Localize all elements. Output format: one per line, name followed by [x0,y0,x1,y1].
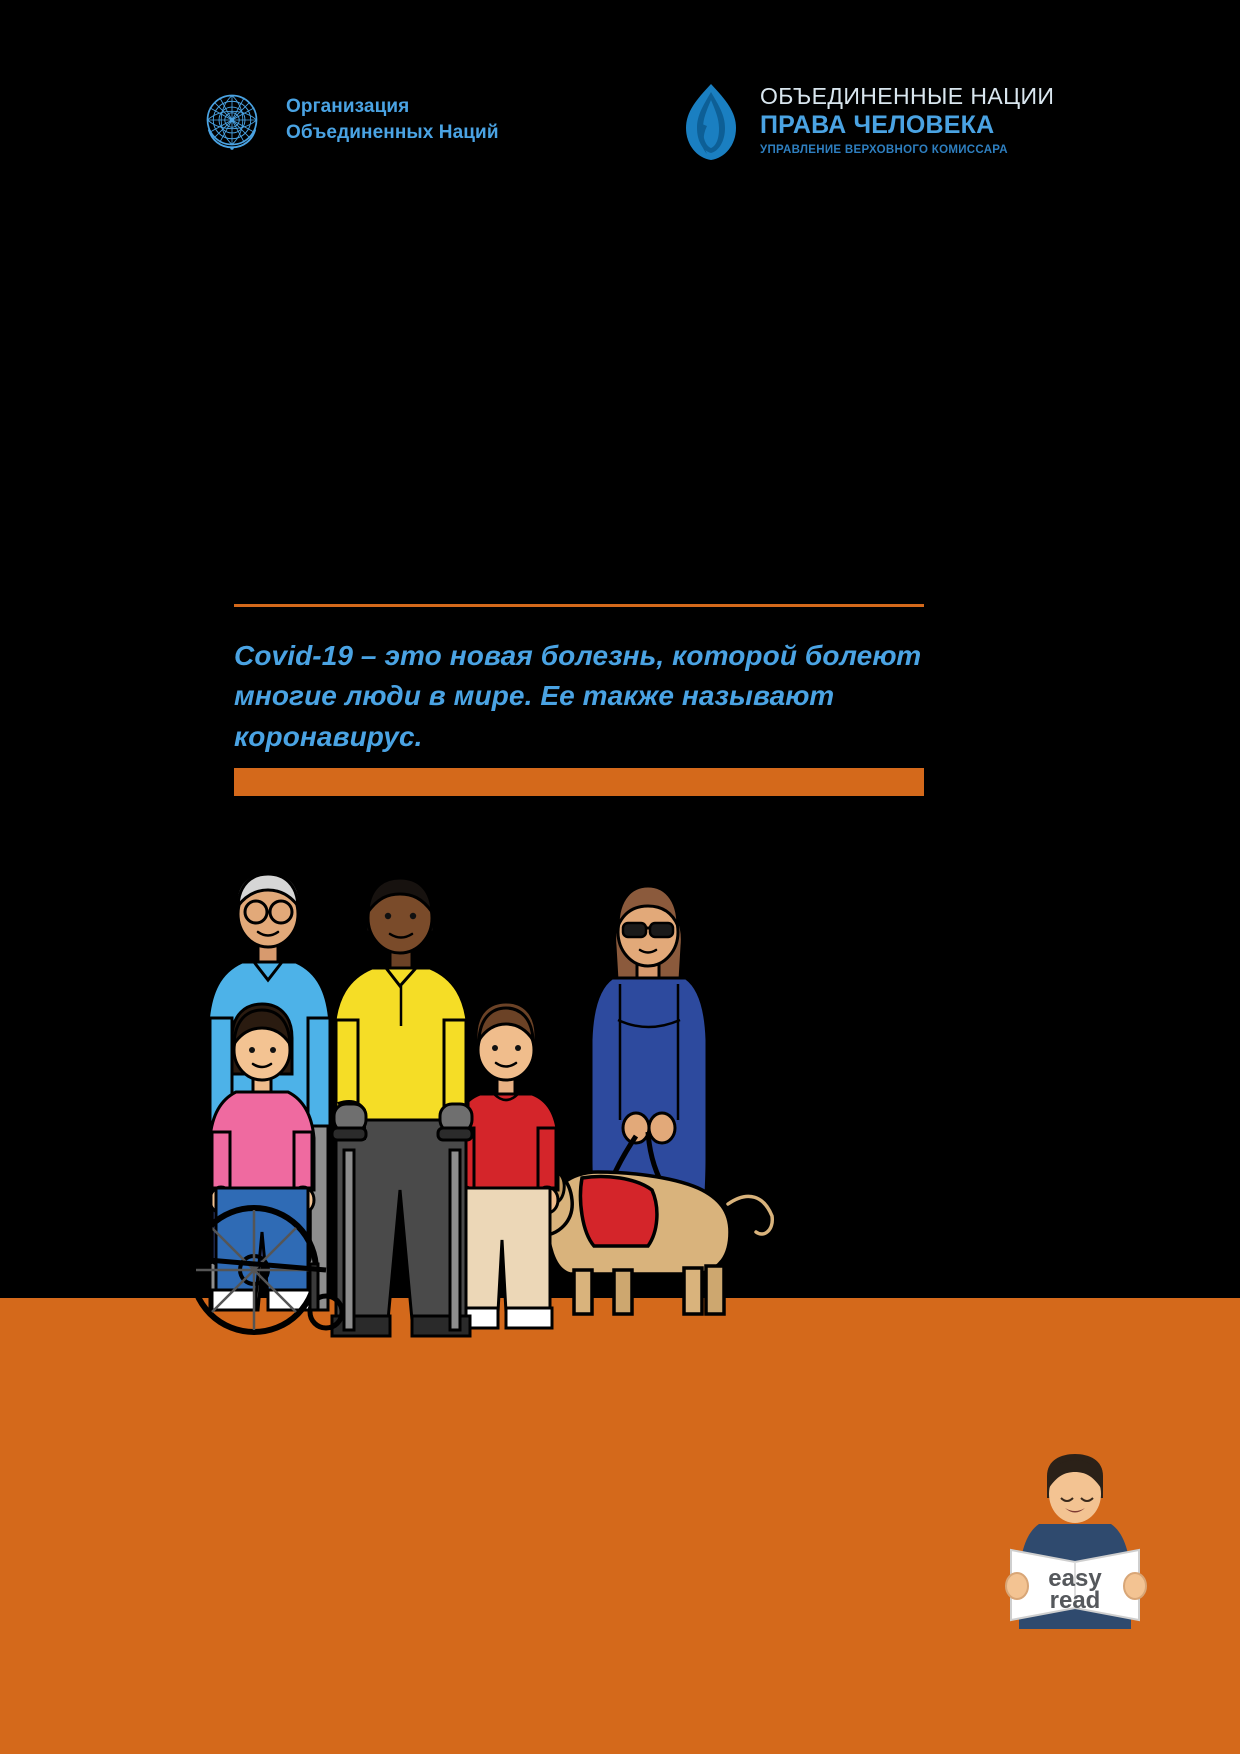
title-top-rule [234,604,924,607]
easy-read-line2: read [1049,1587,1101,1614]
un-emblem-icon [196,84,268,156]
ohchr-wordmark [760,78,1054,156]
un-logo-block [196,84,499,156]
easy-read-badge [995,1454,1155,1629]
ohchr-logo-block [676,78,1054,162]
ohchr-line-1: ОБЪЕДИНЕННЫЕ НАЦИИ [760,83,1055,109]
un-wordmark-line2: Объединенных Наций [286,122,499,143]
un-wordmark [286,94,499,145]
cover-lead-text: Covid-19 – это новая болезнь, которой болеют многие люди в мире. Ее также называют коронавирус. [234,640,922,752]
easy-read-line1: easy [1048,1565,1102,1592]
header [0,78,1240,188]
cover-illustration [150,860,870,1380]
figure-man-with-crutches [332,878,472,1336]
title-bottom-bar [234,768,924,796]
ohchr-flame-icon [676,82,746,162]
un-wordmark-line1: Организация [286,96,410,118]
ohchr-line-2: ПРАВА ЧЕЛОВЕКА [760,111,995,140]
ohchr-line-3: УПРАВЛЕНИЕ ВЕРХОВНОГО КОМИССАРА [760,144,1008,157]
